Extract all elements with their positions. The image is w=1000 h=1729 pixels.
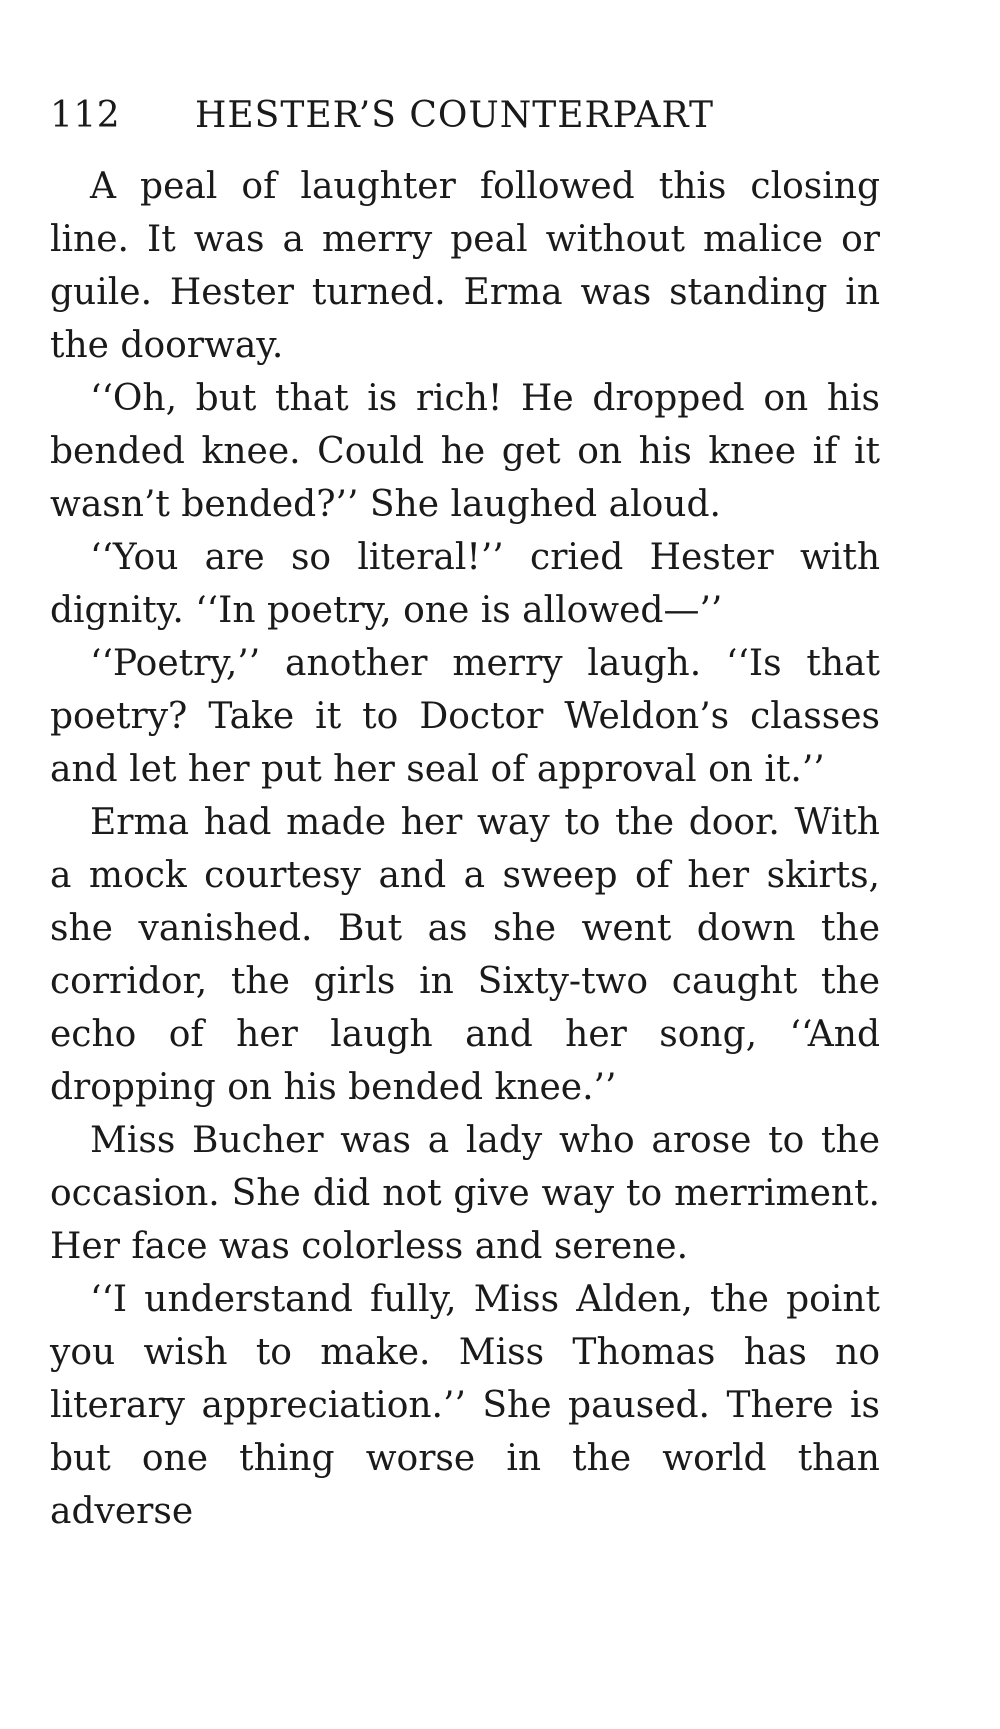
paragraph: ‘‘You are so literal!’’ cried Hester with dignity. ‘‘In poetry, one is allowed—’’ xyxy=(50,537,880,631)
book-title: HESTER’S COUNTERPART xyxy=(195,95,715,136)
paragraph: A peal of laughter followed this closing line. It was a merry peal without malice or guile. Hester turned. Erma was standing in the doorway. xyxy=(50,166,880,366)
paragraph: Erma had made her way to the door. With a mock courtesy and a sweep of her skirts, she vanished. But as she went down the corridor, the girls in Sixty-two caught the echo of her laugh and her song, ‘‘And dropping on his bended knee.’’ xyxy=(50,802,880,1108)
paragraph: Miss Bucher was a lady who arose to the occasion. She did not give way to merriment. Her face was colorless and serene. xyxy=(50,1120,880,1267)
paragraph: ‘‘Poetry,’’ another merry laugh. ‘‘Is that poetry? Take it to Doctor Weldon’s classes and let her put her seal of approval on it.’’ xyxy=(50,643,880,790)
paragraph: ‘‘Oh, but that is rich! He dropped on his bended knee. Could he get on his knee if it wasn’t bended?’’ She laughed aloud. xyxy=(50,378,880,525)
running-head xyxy=(50,96,870,136)
body-text xyxy=(50,160,880,1538)
paragraph: ‘‘I understand fully, Miss Alden, the point you wish to make. Miss Thomas has no literary appreciation.’’ She paused. There is but one thing worse in the world than adverse xyxy=(50,1279,880,1532)
page-number: 112 xyxy=(50,95,121,136)
